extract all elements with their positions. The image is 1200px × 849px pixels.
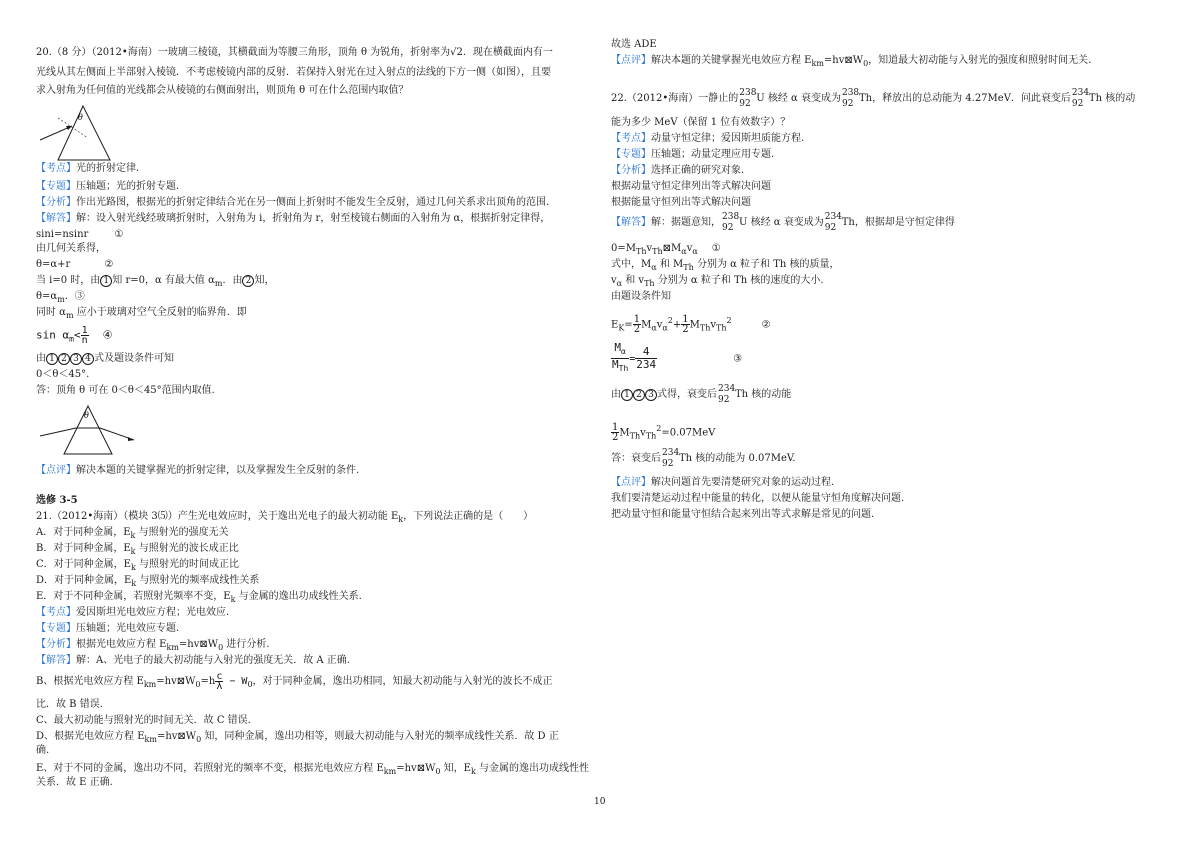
q22-dianping-3: 把动量守恒和能量守恒结合起来列出等式求解是常见的问题. xyxy=(611,509,875,520)
q22-fenxi-2: 根据动量守恒定律列出等式解决问题 xyxy=(611,181,771,192)
q21-option-e: E．对于不同种金属，若照射光频率不变，$E_k$ 与金属的逸出功成线性关系. xyxy=(36,591,362,604)
q21-e-line1: E、对于不同的金属，逸出功不同，若照射光的频率不变，根据光电效应方程 $E_{km}=hv⊠W_0$ 知，$E_k$ 与金属的逸出功成线性性 xyxy=(36,763,589,776)
q21-kaodian: 【考点】爱因斯坦光电效应方程；光电效应. xyxy=(36,607,230,618)
q21-c: C、最大初动能与照射光的时间无关．故 C 错误. xyxy=(36,715,251,726)
q21-option-a: A．对于同种金属，$E_k$ 与照射光的强度无关 xyxy=(36,527,229,540)
q22-fenxi-3: 根据能量守恒列出等式解决问题 xyxy=(611,197,751,208)
page-number: 10 xyxy=(594,797,606,807)
prism-diagram-2 xyxy=(38,404,138,456)
q21-option-b: B．对于同种金属，$E_k$ 与照射光的波长成正比 xyxy=(36,543,239,556)
q20-line1: 20.（8 分）（2012•海南）一玻璃三棱镜，其横截面为等腰三角形，顶角 θ 为锐角，折射率为√2．现在横截面内有一 xyxy=(36,47,553,58)
svg-text:θ: θ xyxy=(84,411,89,420)
q21-b-line1: B、根据光电效应方程 $E_{km}=hv⊠W_0=h$ $\frac{c}{\lambda}$ − $W_0$，对于同种金属，逸出功相同，知最大初动能与入射光的波长不成正 xyxy=(36,671,553,692)
q21-dianping: 【点评】解决本题的关键掌握光电效应方程 $E_{km}=hv⊠W_0$，知道最大初动能与入射光的强度和照射时间无关. xyxy=(611,55,1092,68)
q20-cond: 同时 $\alpha_m$ 应小于玻璃对空气全反射的临界角．即 xyxy=(36,307,247,320)
q21-e-line2: 关系．故 E 正确. xyxy=(36,777,113,788)
q20-line2: 光线从其左侧面上半部射入棱镜．不考虑棱镜内部的反射．若保持入射光在过入射点的法线的下方一侧（如图），且要 xyxy=(36,67,551,78)
q22-dianping: 【点评】解决问题首先要清楚研究对象的运动过程. xyxy=(611,477,835,488)
q20-dianping: 【点评】解决本题的关键掌握光的折射定律，以及掌握发生全反射的条件. xyxy=(36,465,360,476)
q21-fenxi: 【分析】根据光电效应方程 $E_{km}=hv⊠W_0$ 进行分析. xyxy=(36,639,270,652)
q21-b-line2: 比．故 B 错误. xyxy=(36,699,103,710)
q22-mass: 式中，$M_\alpha$ 和 $M_{Th}$ 分别为 α 粒子和 Th 核的质量， xyxy=(611,259,840,272)
q22-answer: 答：衰变后 234 92 Th 核的动能为 0.07MeV. xyxy=(611,447,796,469)
q22-result: 由 1 2 3 式得，衰变后 234 92 Th 核的动能 xyxy=(611,383,792,405)
q20-kaodian: 【考点】光的折射定律. xyxy=(36,163,140,174)
q22-line2: 能为多少 MeV（保留 1 位有效数字）？ xyxy=(611,117,791,128)
q22-cond: 由题设条件知 xyxy=(611,291,671,302)
svg-text:θ: θ xyxy=(78,113,83,122)
q22-jieda: 【解答】解：据题意知， 238 92 U 核经 α 衰变成为 234 92 Th，根据却是守恒定律得 xyxy=(611,211,955,233)
q21-d-line1: D、根据光电效应方程 $E_{km}=hv⊠W_0$ 知，同种金属，逸出功相等，则最大初动能与入射光的频率成线性关系．故 D 正 xyxy=(36,731,559,744)
q20-eq4: $\sin \alpha_m<$ $\frac{1}{n}$ ④ xyxy=(36,325,113,346)
q21-d-line2: 确. xyxy=(36,745,50,756)
q22-eq1: $0=M_{Th}v_{Th}⊠M_\alpha v_\alpha$ ① xyxy=(611,243,721,256)
q20-eq2: θ=α+r ② xyxy=(36,259,114,270)
q21-line1: 21.（2012•海南）（模块 3⑸）产生光电效应时，关于逸出光电子的最大初动能 $E_k$，下列说法正确的是（ ） xyxy=(36,511,534,524)
q21-choice: 故选 ADE xyxy=(611,39,657,50)
q22-line1: 22.（2012•海南）一静止的 238 92 U 核经 α 衰变成为 238 92 Th，释放出的总动能为 4.27MeV．问此衰变后 234 92 Th 核的动 xyxy=(611,87,1136,109)
q20-eq1: sini=nsinr ① xyxy=(36,229,124,240)
q20-zhuanti: 【专题】压轴题；光的折射专题. xyxy=(36,181,180,192)
q20-eq3: $\theta=\alpha_m$．③ xyxy=(36,291,85,304)
q20-range: 0＜θ＜45°. xyxy=(36,369,90,380)
q22-eq3: $\frac{M_\alpha}{M_{Th}}$ = $\frac{4}{234}$ ③ xyxy=(612,341,743,374)
q20-fenxi: 【分析】作出光路图，根据光的折射定律结合光在另一侧面上折射时不能发生全反射，通过几何关系求出顶角的范围. xyxy=(36,197,550,208)
q22-fenxi: 【分析】选择正确的研究对象. xyxy=(611,165,745,176)
q20-geo: 由几何关系得， xyxy=(36,243,106,254)
q22-dianping-2: 我们要清楚运动过程中能量的转化，以便从能量守恒角度解决问题. xyxy=(611,493,905,504)
q20-answer: 答：顶角 θ 可在 0＜θ＜45°范围内取值. xyxy=(36,385,215,396)
q21-jieda: 【解答】解：A、光电子的最大初动能与入射光的强度无关．故 A 正确. xyxy=(36,655,350,666)
section-title: 选修 3-5 xyxy=(36,495,78,506)
q22-eq2: $E_K=$ $\frac{1}{2}$ $M_\alpha v_\alpha^2+$ $\frac{1}{2}$ $M_{Th}v_{Th}^2$ ② xyxy=(611,314,771,336)
q22-eq4: $\frac{1}{2}$ $M_{Th}v_{Th}^2=0.07MeV$ xyxy=(612,422,716,444)
q21-option-c: C．对于同种金属，$E_k$ 与照射光的时间成正比 xyxy=(36,559,239,572)
q21-zhuanti: 【专题】压轴题；光电效应专题. xyxy=(36,623,180,634)
q20-when: 当 i=0 时，由 1 知 r=0，α 有最大值 $\alpha_m$．由 2 知， xyxy=(36,275,275,288)
q21-option-d: D．对于同种金属，$E_k$ 与照射光的频率成线性关系 xyxy=(36,575,260,588)
q20-jieda: 【解答】解：设入射光线经玻璃折射时，入射角为 i，折射角为 r，射至棱镜右侧面的入射角为 α，根据折射定律得， xyxy=(36,213,551,224)
q22-zhuanti: 【专题】压轴题；动量定理应用专题. xyxy=(611,149,775,160)
q22-kaodian: 【考点】动量守恒定律；爱因斯坦质能方程. xyxy=(611,133,805,144)
q20-combine: 由 1 2 3 4 式及题设条件可知 xyxy=(36,353,174,364)
prism-diagram-1 xyxy=(38,104,128,162)
q20-line3: 求入射角为任何值的光线都会从棱镜的右侧面射出，则顶角 θ 可在什么范围内取值？ xyxy=(36,85,409,96)
q22-velocity: $v_\alpha$ 和 $v_{Th}$ 分别为 α 粒子和 Th 核的速度的大小. xyxy=(611,275,824,288)
